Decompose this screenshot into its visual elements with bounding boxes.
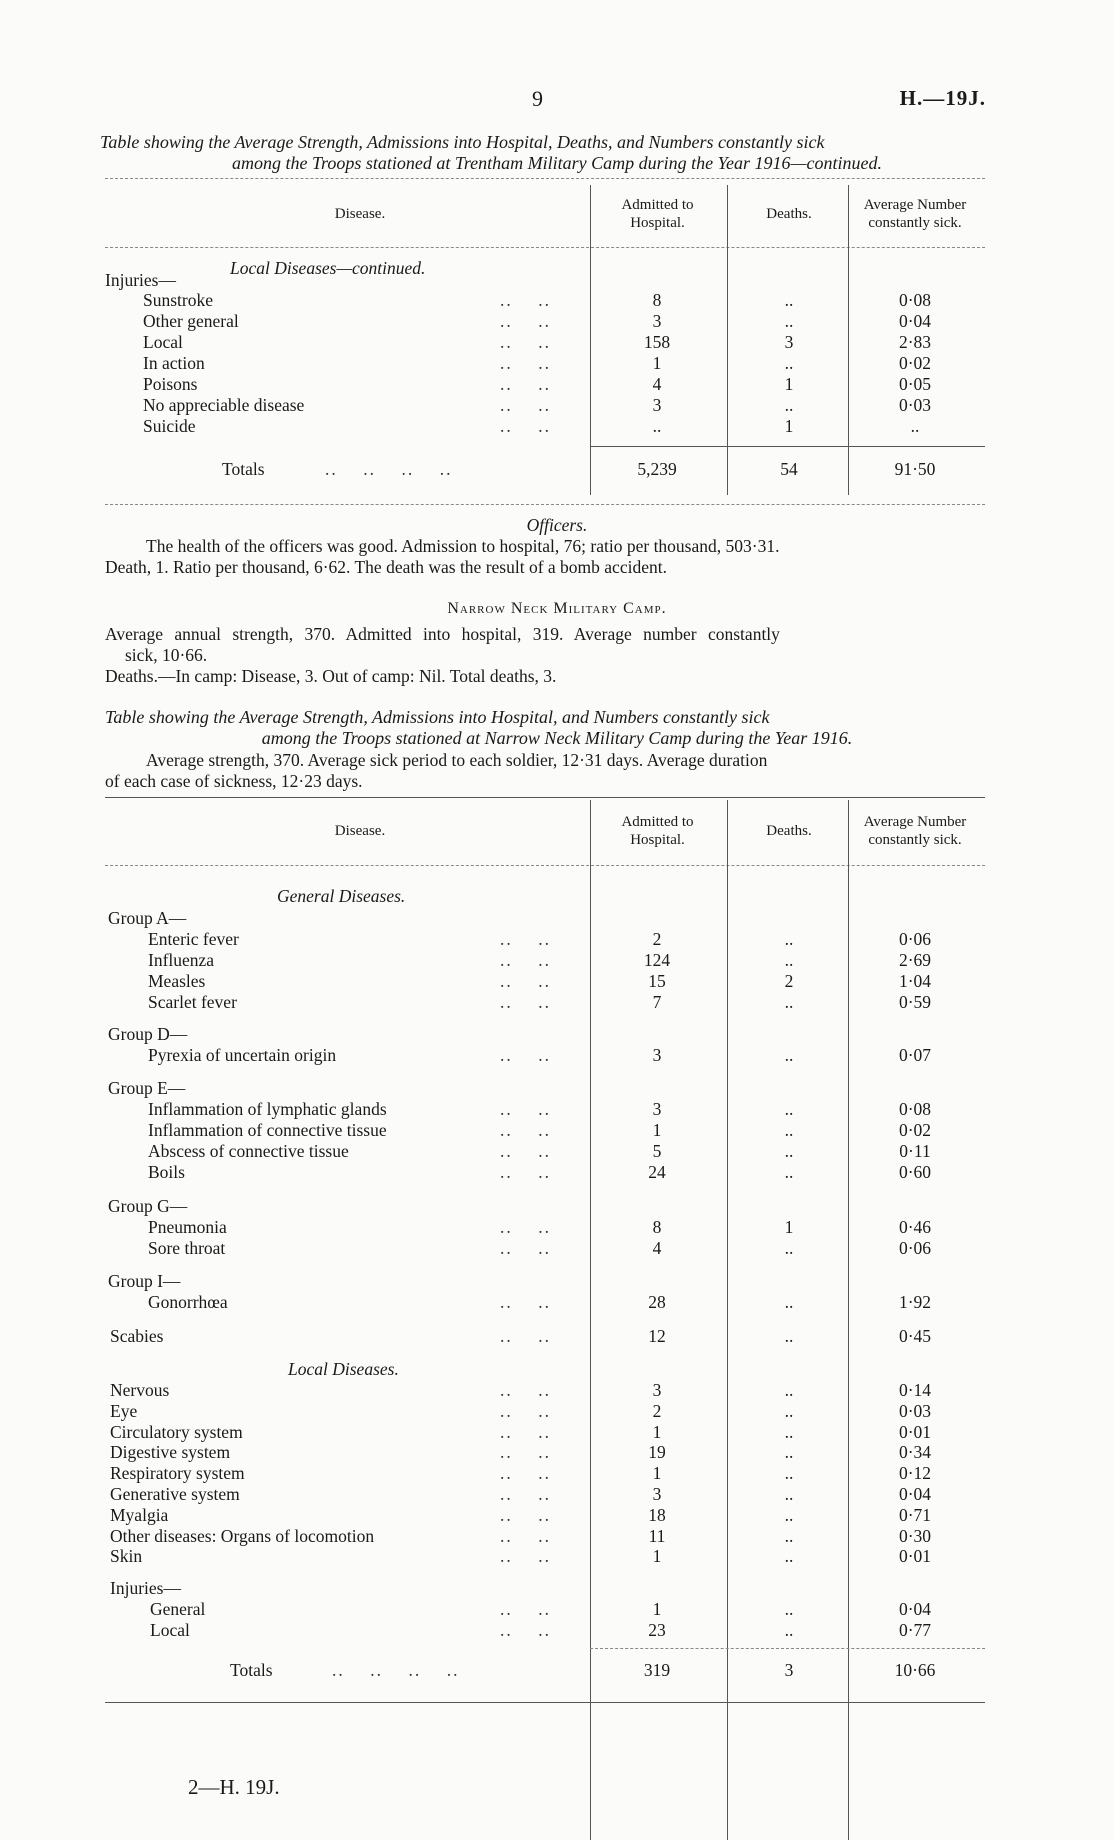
table-row bbox=[0, 1422, 1114, 1443]
leader-dots: .. .. bbox=[500, 1421, 551, 1442]
table1-header-deaths: Deaths. bbox=[766, 206, 812, 222]
row-deaths: .. bbox=[784, 1504, 794, 1525]
leader-dots: .. .. bbox=[500, 992, 551, 1012]
leader-dots: .. .. bbox=[500, 1504, 551, 1525]
leader-dots: .. .. bbox=[500, 1442, 551, 1463]
row-disease-name: Generative system bbox=[110, 1484, 240, 1504]
row-disease-name: Inflammation of lymphatic glands bbox=[148, 1099, 387, 1119]
row-admitted: 2 bbox=[652, 1400, 662, 1421]
row-disease-name: No appreciable disease bbox=[143, 395, 305, 415]
row-disease-name: Nervous bbox=[110, 1380, 170, 1400]
table-row bbox=[0, 971, 1114, 992]
document-reference: H.—19J. bbox=[899, 86, 986, 110]
row-disease-name: Myalgia bbox=[110, 1504, 169, 1525]
row-deaths: .. bbox=[784, 992, 794, 1012]
row-admitted: 5 bbox=[652, 1141, 662, 1161]
group-g-heading: Group G— bbox=[108, 1196, 188, 1216]
row-admitted: 23 bbox=[648, 1620, 666, 1640]
table2-title-line2: among the Troops stationed at Narrow Neck Military Camp during the Year 1916. bbox=[261, 728, 853, 748]
leader-dots: .. .. .. .. bbox=[325, 459, 453, 479]
row-disease-name: General bbox=[150, 1599, 206, 1619]
row-disease-name: Skin bbox=[110, 1546, 143, 1567]
table-row bbox=[0, 1599, 1114, 1620]
row-admitted: 18 bbox=[648, 1504, 666, 1525]
table1-bottom-rule bbox=[105, 504, 985, 505]
row-average: 0·02 bbox=[898, 353, 932, 373]
row-average: 0·08 bbox=[898, 290, 932, 310]
row-disease-name: Scabies bbox=[110, 1326, 164, 1346]
row-disease-name: Enteric fever bbox=[148, 929, 239, 949]
leader-dots: .. .. bbox=[500, 929, 551, 949]
leader-dots: .. .. bbox=[500, 1292, 551, 1312]
row-average: 0·01 bbox=[898, 1421, 932, 1442]
leader-dots: .. .. bbox=[500, 971, 551, 991]
leader-dots: .. .. bbox=[500, 1162, 551, 1182]
leader-dots: .. .. bbox=[500, 290, 551, 310]
table1-totals-row bbox=[0, 459, 1114, 480]
table1-top-rule bbox=[105, 178, 985, 179]
row-admitted: 1 bbox=[652, 1421, 662, 1442]
totals-admitted: 5,239 bbox=[637, 459, 677, 479]
officers-line1: The health of the officers was good. Admission to hospital, 76; ratio per thousand, 503·31. bbox=[146, 536, 780, 556]
row-deaths: .. bbox=[784, 1162, 794, 1182]
row-average: 0·12 bbox=[898, 1463, 932, 1484]
row-disease-name: Gonorrhœa bbox=[148, 1292, 228, 1312]
row-admitted: 8 bbox=[652, 290, 662, 310]
row-average: 2·69 bbox=[898, 950, 932, 970]
row-admitted: 124 bbox=[643, 950, 671, 970]
table-row bbox=[0, 416, 1114, 437]
row-deaths: 3 bbox=[784, 332, 794, 352]
table1-section-local-diseases: Local Diseases—continued. bbox=[230, 258, 426, 278]
row-disease-name: Sunstroke bbox=[143, 290, 213, 310]
leader-dots: .. .. bbox=[500, 1217, 551, 1237]
table2-header-admitted: Admitted to Hospital. bbox=[621, 814, 694, 848]
table1-title-line1: Table showing the Average Strength, Admissions into Hospital, Deaths, and Numbers constantly sick bbox=[100, 132, 825, 152]
table-row bbox=[0, 332, 1114, 353]
table2-section-general-diseases: General Diseases. bbox=[277, 886, 406, 906]
table-row bbox=[0, 1442, 1114, 1463]
table-row bbox=[0, 1526, 1114, 1547]
row-average: 2·83 bbox=[898, 332, 932, 352]
leader-dots: .. .. bbox=[500, 395, 551, 415]
table2-header-disease: Disease. bbox=[334, 823, 386, 839]
leader-dots: .. .. bbox=[500, 1599, 551, 1619]
leader-dots: .. .. bbox=[500, 1141, 551, 1161]
page-number: 9 bbox=[532, 86, 543, 111]
row-disease-name: Eye bbox=[110, 1400, 138, 1421]
table2-title-line1: Table showing the Average Strength, Admissions into Hospital, and Numbers constantly sick bbox=[105, 707, 770, 727]
row-disease-name: Measles bbox=[148, 971, 206, 991]
leader-dots: .. .. bbox=[500, 1546, 551, 1567]
footer-signature-mark: 2—H. 19J. bbox=[188, 1775, 280, 1799]
table-row bbox=[0, 395, 1114, 416]
row-admitted: 4 bbox=[652, 1238, 662, 1258]
row-disease-name: Abscess of connective tissue bbox=[148, 1141, 349, 1161]
row-deaths: .. bbox=[784, 290, 794, 310]
row-disease-name: Poisons bbox=[143, 374, 198, 394]
row-deaths: 1 bbox=[784, 374, 794, 394]
row-deaths: .. bbox=[784, 950, 794, 970]
row-admitted: 1 bbox=[652, 1599, 662, 1619]
row-disease-name: In action bbox=[143, 353, 205, 373]
row-admitted: 7 bbox=[652, 992, 662, 1012]
injuries-heading: Injuries— bbox=[110, 1578, 181, 1598]
totals-deaths: 3 bbox=[784, 1660, 794, 1680]
row-disease-name: Local bbox=[143, 332, 183, 352]
row-admitted: 19 bbox=[648, 1442, 666, 1463]
row-average: 0·77 bbox=[898, 1620, 932, 1640]
row-average: 0·71 bbox=[898, 1504, 932, 1525]
row-average: 0·04 bbox=[898, 1484, 932, 1504]
row-average: 0·11 bbox=[899, 1141, 931, 1161]
row-average: 0·03 bbox=[898, 1400, 932, 1421]
row-admitted: 8 bbox=[652, 1217, 662, 1237]
leader-dots: .. .. bbox=[500, 1099, 551, 1119]
leader-dots: .. .. bbox=[500, 1525, 551, 1546]
narrow-neck-line1: Average annual strength, 370. Admitted into hospital, 319. Average number constantly bbox=[105, 624, 780, 644]
row-average: 0·14 bbox=[898, 1380, 932, 1400]
row-disease-name: Influenza bbox=[148, 950, 215, 970]
table-row bbox=[0, 1505, 1114, 1526]
narrow-neck-line3: Deaths.—In camp: Disease, 3. Out of camp: Nil. Total deaths, 3. bbox=[105, 666, 557, 686]
row-deaths: .. bbox=[784, 929, 794, 949]
table2-top-rule bbox=[105, 797, 985, 798]
table1-header-disease: Disease. bbox=[334, 206, 386, 222]
row-average: 0·08 bbox=[898, 1099, 932, 1119]
row-deaths: .. bbox=[784, 1400, 794, 1421]
officers-heading: Officers. bbox=[526, 515, 588, 535]
table-row bbox=[0, 992, 1114, 1013]
table-row bbox=[0, 1401, 1114, 1422]
row-disease-name: Digestive system bbox=[110, 1442, 231, 1463]
leader-dots: .. .. bbox=[500, 950, 551, 970]
row-average: 0·30 bbox=[898, 1525, 932, 1546]
group-a-heading: Group A— bbox=[108, 908, 187, 928]
row-admitted: 4 bbox=[652, 374, 662, 394]
row-deaths: .. bbox=[784, 1238, 794, 1258]
row-disease-name: Other general bbox=[143, 311, 239, 331]
row-admitted: 3 bbox=[652, 395, 662, 415]
row-deaths: .. bbox=[784, 1099, 794, 1119]
totals-label: Totals bbox=[222, 459, 265, 479]
row-deaths: .. bbox=[784, 1421, 794, 1442]
table2-bottom-rule bbox=[105, 1702, 985, 1703]
row-average: 0·03 bbox=[898, 395, 932, 415]
table2-totals-row bbox=[0, 1660, 1114, 1681]
table-row bbox=[0, 950, 1114, 971]
leader-dots: .. .. bbox=[500, 1238, 551, 1258]
table-row bbox=[0, 1546, 1114, 1567]
row-average: 0·01 bbox=[898, 1546, 932, 1567]
row-average: 0·04 bbox=[898, 1599, 932, 1619]
narrow-neck-line2: sick, 10·66. bbox=[125, 645, 208, 665]
row-deaths: .. bbox=[784, 1484, 794, 1504]
row-deaths: .. bbox=[784, 1120, 794, 1140]
leader-dots: .. .. bbox=[500, 311, 551, 331]
row-admitted: 15 bbox=[648, 971, 666, 991]
row-disease-name: Circulatory system bbox=[110, 1421, 243, 1442]
narrow-neck-heading: Narrow Neck Military Camp. bbox=[447, 600, 667, 617]
table2-header-rule bbox=[105, 865, 985, 866]
table-row bbox=[0, 290, 1114, 311]
row-average: 0·45 bbox=[898, 1326, 932, 1346]
table-row bbox=[0, 1326, 1114, 1347]
row-average: 0·46 bbox=[898, 1217, 932, 1237]
table-row bbox=[0, 1141, 1114, 1162]
row-average: 0·06 bbox=[898, 929, 932, 949]
row-deaths: 1 bbox=[784, 1217, 794, 1237]
row-admitted: 28 bbox=[648, 1292, 666, 1312]
row-admitted: 3 bbox=[652, 311, 662, 331]
row-disease-name: Respiratory system bbox=[110, 1463, 245, 1484]
row-admitted: 11 bbox=[648, 1525, 666, 1546]
row-deaths: .. bbox=[784, 1380, 794, 1400]
row-average: 0·06 bbox=[898, 1238, 932, 1258]
table-row bbox=[0, 1162, 1114, 1183]
row-average: 0·04 bbox=[898, 311, 932, 331]
table-row bbox=[0, 1217, 1114, 1238]
row-deaths: .. bbox=[784, 1292, 794, 1312]
row-average: 0·60 bbox=[898, 1162, 932, 1182]
totals-average: 10·66 bbox=[894, 1660, 936, 1680]
row-deaths: 1 bbox=[784, 416, 794, 436]
row-admitted: .. bbox=[652, 416, 662, 436]
group-e-heading: Group E— bbox=[108, 1078, 186, 1098]
table-row bbox=[0, 353, 1114, 374]
leader-dots: .. .. bbox=[500, 353, 551, 373]
table-row bbox=[0, 1099, 1114, 1120]
row-deaths: .. bbox=[784, 1442, 794, 1463]
leader-dots: .. .. bbox=[500, 1045, 551, 1065]
table-row bbox=[0, 311, 1114, 332]
table1-header-rule bbox=[105, 247, 985, 248]
table-row bbox=[0, 1484, 1114, 1505]
row-deaths: .. bbox=[784, 1546, 794, 1567]
row-admitted: 24 bbox=[648, 1162, 666, 1182]
row-deaths: .. bbox=[784, 311, 794, 331]
row-admitted: 1 bbox=[652, 1546, 662, 1567]
row-admitted: 3 bbox=[652, 1380, 662, 1400]
row-admitted: 3 bbox=[652, 1045, 662, 1065]
row-deaths: .. bbox=[784, 1463, 794, 1484]
totals-label: Totals bbox=[230, 1660, 273, 1680]
totals-admitted: 319 bbox=[643, 1660, 671, 1680]
table-row bbox=[0, 1620, 1114, 1641]
table-row bbox=[0, 929, 1114, 950]
table2-section-local-diseases: Local Diseases. bbox=[288, 1359, 399, 1379]
row-average: .. bbox=[910, 416, 920, 436]
leader-dots: .. .. .. .. bbox=[332, 1660, 460, 1680]
row-deaths: 2 bbox=[784, 971, 794, 991]
row-disease-name: Boils bbox=[148, 1162, 185, 1182]
leader-dots: .. .. bbox=[500, 374, 551, 394]
table-row bbox=[0, 374, 1114, 395]
table-row bbox=[0, 1238, 1114, 1259]
table1-totals-rule bbox=[590, 446, 985, 447]
group-d-heading: Group D— bbox=[108, 1024, 188, 1044]
table1-group-injuries: Injuries— bbox=[105, 270, 176, 290]
row-deaths: .. bbox=[784, 1599, 794, 1619]
row-admitted: 1 bbox=[652, 353, 662, 373]
table2-totals-rule bbox=[590, 1648, 985, 1649]
row-admitted: 1 bbox=[652, 1463, 662, 1484]
table1-title-line2: among the Troops stationed at Trentham Military Camp during the Year 1916—continued. bbox=[231, 153, 883, 173]
leader-dots: .. .. bbox=[500, 1620, 551, 1640]
table1-header-average: Average Number constantly sick. bbox=[863, 197, 967, 231]
row-disease-name: Pyrexia of uncertain origin bbox=[148, 1045, 337, 1065]
row-deaths: .. bbox=[784, 1045, 794, 1065]
row-admitted: 2 bbox=[652, 929, 662, 949]
row-average: 0·07 bbox=[898, 1045, 932, 1065]
table-row bbox=[0, 1380, 1114, 1401]
leader-dots: .. .. bbox=[500, 1120, 551, 1140]
row-deaths: .. bbox=[784, 1141, 794, 1161]
table-row bbox=[0, 1045, 1114, 1066]
table2-header-average: Average Number constantly sick. bbox=[863, 814, 967, 848]
row-deaths: .. bbox=[784, 353, 794, 373]
row-disease-name: Other diseases: Organs of locomotion bbox=[110, 1525, 375, 1546]
row-admitted: 158 bbox=[643, 332, 671, 352]
leader-dots: .. .. bbox=[500, 416, 551, 436]
row-disease-name: Inflammation of connective tissue bbox=[148, 1120, 387, 1140]
table-row bbox=[0, 1463, 1114, 1484]
table-row bbox=[0, 1292, 1114, 1313]
leader-dots: .. .. bbox=[500, 1463, 551, 1484]
table-row bbox=[0, 1120, 1114, 1141]
row-disease-name: Scarlet fever bbox=[148, 992, 237, 1012]
row-deaths: .. bbox=[784, 1326, 794, 1346]
leader-dots: .. .. bbox=[500, 1400, 551, 1421]
leader-dots: .. .. bbox=[500, 1326, 551, 1346]
leader-dots: .. .. bbox=[500, 332, 551, 352]
leader-dots: .. .. bbox=[500, 1380, 551, 1400]
row-average: 0·05 bbox=[898, 374, 932, 394]
row-deaths: .. bbox=[784, 1620, 794, 1640]
row-disease-name: Local bbox=[150, 1620, 190, 1640]
totals-deaths: 54 bbox=[780, 459, 798, 479]
row-disease-name: Pneumonia bbox=[148, 1217, 227, 1237]
row-admitted: 12 bbox=[648, 1326, 666, 1346]
row-average: 1·92 bbox=[898, 1292, 932, 1312]
officers-line2: Death, 1. Ratio per thousand, 6·62. The death was the result of a bomb accident. bbox=[105, 557, 667, 577]
table2-intro-line2: of each case of sickness, 12·23 days. bbox=[105, 771, 363, 791]
table2-header-deaths: Deaths. bbox=[766, 823, 812, 839]
table2-intro-line1: Average strength, 370. Average sick period to each soldier, 12·31 days. Average duration bbox=[146, 750, 768, 770]
row-deaths: .. bbox=[784, 1525, 794, 1546]
row-average: 0·34 bbox=[898, 1442, 932, 1463]
row-admitted: 3 bbox=[652, 1099, 662, 1119]
row-deaths: .. bbox=[784, 395, 794, 415]
table1-header-admitted: Admitted to Hospital. bbox=[621, 197, 694, 231]
row-average: 0·02 bbox=[898, 1120, 932, 1140]
row-average: 0·59 bbox=[898, 992, 932, 1012]
row-admitted: 1 bbox=[652, 1120, 662, 1140]
leader-dots: .. .. bbox=[500, 1484, 551, 1504]
totals-average: 91·50 bbox=[894, 459, 936, 479]
row-disease-name: Suicide bbox=[143, 416, 196, 436]
row-disease-name: Sore throat bbox=[148, 1238, 226, 1258]
row-average: 1·04 bbox=[898, 971, 932, 991]
row-admitted: 3 bbox=[652, 1484, 662, 1504]
group-i-heading: Group I— bbox=[108, 1271, 181, 1291]
